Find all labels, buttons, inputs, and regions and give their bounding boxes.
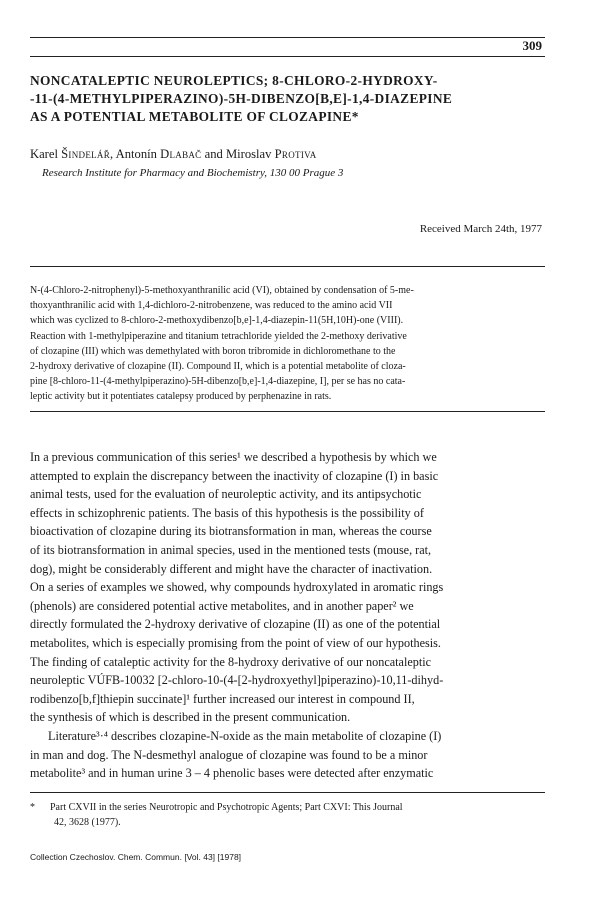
abstract-rule-top (30, 266, 545, 267)
body-line: neuroleptic VÚFB-10032 [2-chloro-10-(4-[2-hydroxyethyl]piperazino)-10,11-dihyd- (30, 673, 444, 688)
abstract-line: Reaction with 1-methylpiperazine and titanium tetrachloride yielded the 2-methoxy derivative (30, 330, 407, 342)
author-last-name: Dlabač (160, 147, 202, 161)
body-line: On a series of examples we showed, why compounds hydroxylated in aromatic rings (30, 580, 444, 595)
body-line: animal tests, used for the evaluation of neuroleptic activity, and its antipsychotic (30, 487, 422, 502)
author-last-name: Protiva (274, 147, 317, 161)
body-line: metabolites, which is especially promising from the point of view of our hypothesis. (30, 635, 441, 650)
body-text (30, 448, 545, 783)
body-line: Literature³·⁴ describes clozapine-N-oxide as the main metabolite of clozapine (I) (48, 728, 442, 743)
author-list (30, 147, 317, 162)
body-line: dog), might be considerably different and might have the character of inactivation. (30, 561, 433, 576)
body-line: of its biotransformation in animal species, used in the mentioned tests (mouse, rat, (30, 542, 432, 557)
abstract-line: of clozapine (III) which was demethylated with boron tribromide in dichloromethane to the (30, 345, 396, 357)
abstract-line: pine [8-chloro-11-(4-methylpiperazino)-5H-dibenzo[b,e]-1,4-diazepine, I], per se has no cata- (30, 376, 406, 388)
footnote (30, 800, 545, 830)
abstract-line: leptic activity but it potentiates catalepsy produced by perphenazine in rats. (30, 391, 332, 403)
body-line: in man and dog. The N-desmethyl analogue of clozapine was found to be a minor (30, 747, 428, 762)
page-number: 309 (522, 38, 542, 53)
article-title (30, 72, 550, 126)
author-last-name: Šindelář (61, 147, 111, 161)
body-line: rodibenzo[b,f]thiepin succinate]¹ further increased our interest in compound II, (30, 691, 415, 706)
body-line: the synthesis of which is described in the present communication. (30, 710, 351, 725)
author-first-name: Karel (30, 147, 58, 161)
abstract-line: N-(4-Chloro-2-nitrophenyl)-5-methoxyanthranilic acid (VI), obtained by condensation of 5-me- (30, 285, 414, 296)
body-line: bioactivation of clozapine during its biotransformation in man, whereas the course (30, 524, 432, 539)
title-line: AS A POTENTIAL METABOLITE OF CLOZAPINE* (30, 109, 359, 124)
header-rule-lower (30, 56, 545, 57)
title-line: NONCATALEPTIC NEUROLEPTICS; 8-CHLORO-2-HYDROXY- (30, 73, 438, 88)
title-line: -11-(4-METHYLPIPERAZINO)-5H-DIBENZO[B,E]-1,4-DIAZEPINE (30, 91, 453, 106)
abstract-line: which was cyclized to 8-chloro-2-methoxydibenzo[b,e]-1,4-diazepin-11(5H,10H)-one (VIII). (30, 315, 404, 327)
footnote-line: 42, 3628 (1977). (54, 817, 121, 828)
affiliation: Research Institute for Pharmacy and Biochemistry, 130 00 Prague 3 (42, 167, 344, 179)
body-line: (phenols) are considered potential active metabolites, and in another paper² we (30, 598, 414, 613)
abstract-line: 2-hydroxy derivative of clozapine (II). Compound II, which is a potential metabolite of cloza- (30, 361, 406, 373)
abstract (30, 283, 545, 405)
author-separator: , (110, 147, 116, 161)
body-line: effects in schizophrenic patients. The basis of this hypothesis is the possibility of (30, 505, 424, 520)
body-line: In a previous communication of this series¹ we described a hypothesis by which we (30, 450, 437, 464)
author-separator: and (201, 147, 226, 161)
footnote-rule (30, 792, 545, 793)
body-line: metabolite³ and in human urine 3 – 4 phenolic bases were detected after enzymatic (30, 766, 434, 781)
received-date: Received March 24th, 1977 (419, 223, 542, 235)
footnote-line: * Part CXVII in the series Neurotropic and Psychotropic Agents; Part CXVI: This Journal (30, 802, 403, 813)
body-line: attempted to explain the discrepancy between the inactivity of clozapine (I) in basic (30, 468, 439, 483)
journal-citation: Collection Czechoslov. Chem. Commun. [Vol. 43] [1978] (30, 852, 242, 862)
body-line: The finding of cataleptic activity for the 8-hydroxy derivative of our noncataleptic (30, 654, 432, 669)
abstract-rule-bottom (30, 411, 545, 412)
header-rule (30, 37, 545, 38)
abstract-line: thoxyanthranilic acid with 1,4-dichloro-2-nitrobenzene, was reduced to the amino acid VII (30, 300, 393, 312)
author-first-name: Miroslav (225, 147, 272, 161)
body-line: directly formulated the 2-hydroxy derivative of clozapine (II) as one of the potential (30, 617, 441, 632)
author-first-name: Antonín (115, 147, 157, 161)
